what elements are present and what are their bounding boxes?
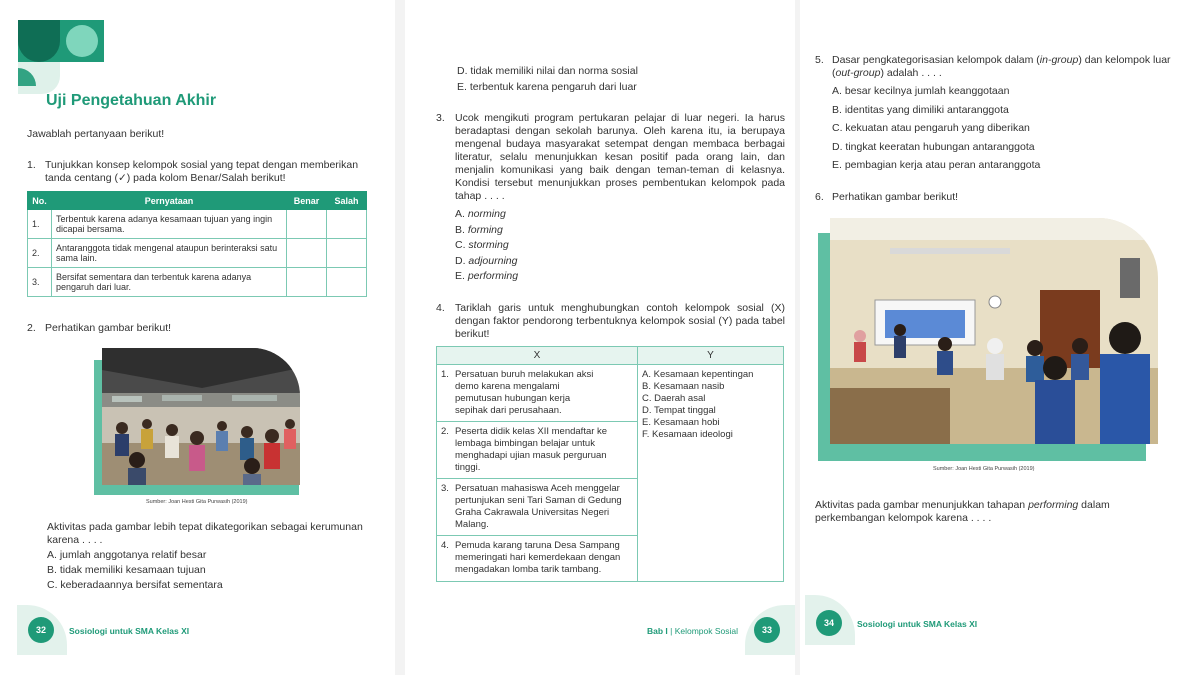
column-x-header: X [437,347,638,365]
question-number: 4. [436,302,445,314]
term-out-group: out-group [835,67,881,79]
text-part: ) dan kelompok luar ( [832,54,1171,79]
photo-caption: Sumber: Joan Hesti Gita Purwasih (2019) [146,499,248,505]
chapter-logo-icon [18,20,104,100]
question-3-text: Ucok mengikuti program pertukaran pelajar di luar negeri. Ia harus beradaptasi dengan sekolah barunya. Oleh karena itu, ia berupaya mengenal budaya masyarakat setempat dengan membaca berbagai literatur, selalu menunjukkan kesan positif pada orang lain, dan menjalin komunikasi yang baik dengan teman-teman di kelasnya. Kondisi tersebut menunjukkan proses pembentukan kelompok pada tahap . . . . [455,112,785,202]
x-item-number: 1. [441,369,449,380]
x-item[interactable] [437,422,638,479]
page-32 [0,0,395,675]
benar-cell[interactable] [287,268,327,297]
option [455,270,518,283]
question-1-text: Tunjukkan konsep kelompok sosial yang tepat dengan memberikan tanda centang (✓) pada kolom Benar/Salah berikut! [45,159,359,184]
option: D. tingkat keeratan hubungan antaranggota [832,141,1035,153]
x-item-text: Persatuan mahasiswa Aceh menggelar pertunjukan seni Tari Saman di Gedung Graha Cakrawala Universitas Negeri Malang. [455,483,622,530]
option: D. tidak memiliki nilai dan norma sosial [457,65,638,77]
option-text: forming [467,224,503,236]
y-item[interactable]: E. Kesamaan hobi [642,417,720,428]
benar-cell[interactable] [287,210,327,239]
option-letter: B. [455,224,465,236]
option: B. tidak memiliki kesamaan tujuan [47,564,206,576]
option: B. identitas yang dimiliki antaranggota [832,104,1009,116]
page-title: Uji Pengetahuan Akhir [46,92,217,109]
option [455,255,517,268]
question-2-text: Perhatikan gambar berikut! [45,322,172,334]
x-item[interactable] [437,536,638,582]
y-item[interactable]: D. Tempat tinggal [642,405,716,416]
y-item[interactable]: F. Kesamaan ideologi [642,429,733,440]
table-row [28,268,367,297]
question-2-stem: Aktivitas pada gambar lebih tepat dikategorikan sebagai kerumunan karena . . . . [47,521,363,546]
question-number: 5. [815,54,824,66]
row-number: 1. [28,210,52,239]
option [455,239,509,252]
x-item[interactable] [437,365,638,422]
table-row [28,210,367,239]
question-5-text [832,54,1172,80]
option: A. jumlah anggotanya relatif besar [47,549,207,561]
salah-cell[interactable] [327,210,367,239]
y-column [638,365,784,582]
y-item[interactable]: B. Kesamaan nasib [642,381,725,392]
chapter-label: Bab I [647,626,668,636]
matching-table [436,346,784,582]
statement: Antaranggota tidak mengenal ataupun berinteraksi satu sama lain. [52,239,287,268]
footer-chapter [647,626,738,636]
option-text: storming [468,239,509,251]
salah-cell[interactable] [327,268,367,297]
term-performing: performing [1028,499,1079,511]
page-gutter [395,0,405,675]
statement: Bersifat sementara dan terbentuk karena adanya pengaruh dari luar. [52,268,287,297]
x-item-text: Pemuda karang taruna Desa Sampang memeringati hari kemerdekaan dengan mengadakan lomba tarik tambang. [455,540,621,575]
option-text: adjourning [468,255,518,267]
separator: | [667,626,675,636]
question-number: 6. [815,191,824,203]
option-letter: A. [455,208,465,220]
text-part: Dasar pengkategorisasian kelompok dalam ( [832,54,1040,66]
question-number: 1. [27,159,36,171]
salah-cell[interactable] [327,239,367,268]
term-in-group: in-group [1039,54,1079,66]
option: C. keberadaannya bersifat sementara [47,579,223,591]
option-letter: D. [455,255,466,267]
option-letter: C. [455,239,466,251]
question-4-text: Tariklah garis untuk menghubungkan contoh kelompok sosial (X) dengan faktor pendorong terbentuknya kelompok sosial (Y) pada tabel berikut! [455,302,785,340]
page-number-badge: 32 [28,617,54,643]
instruction-text: Jawablah pertanyaan berikut! [27,128,165,140]
crowd-photo [102,348,300,485]
chapter-name: Kelompok Sosial [674,626,739,636]
x-item-number: 3. [441,483,449,494]
benar-cell[interactable] [287,239,327,268]
option-text: norming [467,208,506,220]
row-number: 2. [28,239,52,268]
row-number: 3. [28,268,52,297]
page-number-badge: 33 [754,617,780,643]
text-part: ) adalah . . . . [880,67,942,79]
question-6-stem [815,499,1155,525]
question-6-text: Perhatikan gambar berikut! [832,191,959,203]
page-number-badge: 34 [816,610,842,636]
footer-book-title: Sosiologi untuk SMA Kelas XI [857,619,978,629]
x-item-number: 4. [441,540,449,551]
page-gutter [795,0,800,675]
option [455,224,503,237]
table-header: Salah [327,192,367,210]
option-letter: E. [455,270,465,282]
option: E. pembagian kerja atau peran antaranggota [832,159,1041,171]
y-item[interactable]: C. Daerah asal [642,393,706,404]
classroom-photo [830,218,1158,444]
x-item-text: Persatuan buruh melakukan aksi demo karena mengalami pemutusan hubungan kerja sepihak dari perusahaan. [455,369,594,416]
option: A. besar kecilnya jumlah keanggotaan [832,85,1010,97]
x-item[interactable] [437,479,638,536]
true-false-table [27,191,367,297]
question-number: 3. [436,112,445,124]
table-header: Pernyataan [52,192,287,210]
option [455,208,506,221]
table-row [28,239,367,268]
x-item-text: Peserta didik kelas XII mendaftar ke lembaga bimbingan belajar untuk menghadapi ujian masuk perguruan tinggi. [455,426,608,473]
x-item-number: 2. [441,426,449,437]
photo-caption: Sumber: Joan Hesti Gita Purwasih (2019) [933,466,1035,472]
option-text: performing [467,270,519,282]
column-y-header: Y [638,347,784,365]
option: E. terbentuk karena pengaruh dari luar [457,81,637,93]
table-header: No. [28,192,52,210]
statement: Terbentuk karena adanya kesamaan tujuan yang ingin dicapai bersama. [52,210,287,239]
option: C. kekuatan atau pengaruh yang diberikan [832,122,1030,134]
question-number: 2. [27,322,36,334]
text-part: dalam perkembangan kelompok karena . . . . [815,499,1110,524]
text-part: Aktivitas pada gambar menunjukkan tahapan [815,499,1029,511]
table-header: Benar [287,192,327,210]
y-item[interactable]: A. Kesamaan kepentingan [642,369,754,380]
footer-book-title: Sosiologi untuk SMA Kelas XI [69,626,190,636]
